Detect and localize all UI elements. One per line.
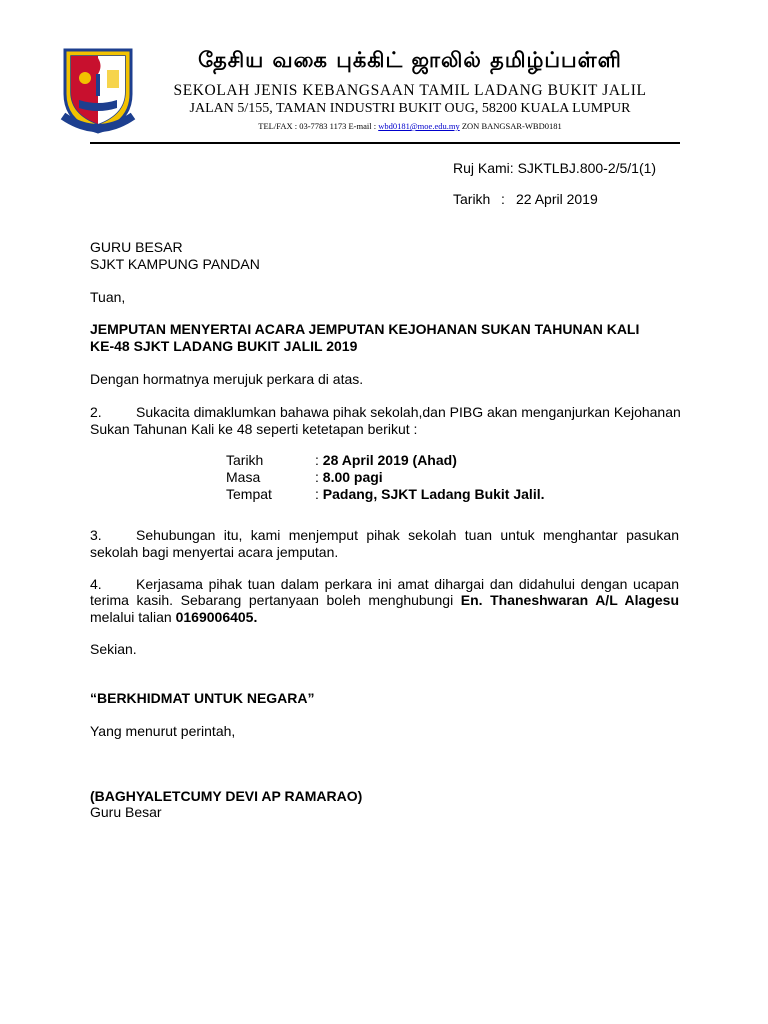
school-logo: [57, 44, 139, 136]
paragraph-3-line-1: Sehubungan itu, kami menjemput pihak sekolah tuan untuk menghantar pasukan: [136, 527, 679, 543]
detail-row-date: [226, 452, 457, 468]
detail-row-venue: [226, 486, 545, 502]
detail-separator: :: [315, 469, 323, 485]
contact-person: En. Thaneshwaran A/L Alagesu: [460, 592, 679, 608]
header-divider: [90, 142, 680, 144]
subject-line-2: KE-48 SJKT LADANG BUKIT JALIL 2019: [90, 338, 358, 354]
paragraph-2-line-1: Sukacita dimaklumkan bahawa pihak sekolah,dan PIBG akan menganjurkan Kejohanan: [136, 404, 681, 420]
date-separator: :: [501, 191, 505, 207]
detail-value: 28 April 2019 (Ahad): [322, 452, 457, 468]
detail-row-time: [226, 469, 383, 485]
paragraph-4-text: melalui talian: [90, 609, 176, 625]
detail-value: 8.00 pagi: [322, 469, 383, 485]
paragraph-4-line-1: Kerjasama pihak tuan dalam perkara ini amat dihargai dan didahului dengan ucapan: [136, 576, 679, 592]
detail-separator: :: [315, 452, 323, 468]
contact-phone: 0169006405.: [175, 609, 258, 625]
signatory-title: Guru Besar: [90, 804, 162, 820]
contact-tel: TEL/FAX : 03-7783 1173 E-mail :: [258, 121, 379, 131]
contact-zone: ZON BANGSAR-WBD0181: [459, 121, 562, 131]
closing: Sekian.: [90, 641, 137, 657]
detail-label: Tempat: [226, 486, 272, 502]
letter-date: [453, 191, 598, 207]
email-link[interactable]: wbd0181@moe.edu.my: [378, 121, 460, 131]
date-label: Tarikh: [453, 191, 491, 207]
paragraph-4-number: 4.: [90, 576, 102, 592]
subject-line-1: JEMPUTAN MENYERTAI ACARA JEMPUTAN KEJOHANAN SUKAN TAHUNAN KALI: [90, 321, 640, 337]
signatory-name: (BAGHYALETCUMY DEVI AP RAMARAO): [90, 788, 363, 804]
paragraph-4-line-2: [90, 592, 679, 608]
reference-number: Ruj Kami: SJKTLBJ.800-2/5/1(1): [453, 160, 657, 176]
recipient-title: GURU BESAR: [90, 239, 183, 255]
paragraph-2-number: 2.: [90, 404, 102, 420]
paragraph-3-line-2: sekolah bagi menyertai acara jemputan.: [90, 544, 339, 560]
school-name: SEKOLAH JENIS KEBANGSAAN TAMIL LADANG BUKIT JALIL: [173, 82, 647, 99]
detail-value: Padang, SJKT Ladang Bukit Jalil.: [322, 486, 545, 502]
salutation: Tuan,: [90, 289, 126, 305]
paragraph-4-line-3: [90, 609, 257, 625]
motto: “BERKHIDMAT UNTUK NEGARA”: [90, 690, 315, 706]
tamil-school-name: தேசிய வகை புக்கிட் ஜாலில் தமிழ்ப்பள்ளி: [198, 48, 622, 72]
yours-faithfully: Yang menurut perintah,: [90, 723, 236, 739]
detail-separator: :: [315, 486, 323, 502]
school-address: JALAN 5/155, TAMAN INDUSTRI BUKIT OUG, 58200 KUALA LUMPUR: [189, 101, 631, 116]
detail-label: Tarikh: [226, 452, 264, 468]
paragraph-2-line-2: Sukan Tahunan Kali ke 48 seperti ketetapan berikut :: [90, 421, 418, 437]
paragraph-4-text: terima kasih. Sebarang pertanyaan boleh menghubungi: [90, 592, 461, 608]
detail-label: Masa: [226, 469, 261, 485]
paragraph-1: Dengan hormatnya merujuk perkara di atas.: [90, 371, 364, 387]
recipient-school: SJKT KAMPUNG PANDAN: [90, 256, 260, 272]
date-value: 22 April 2019: [516, 191, 598, 207]
paragraph-3-number: 3.: [90, 527, 102, 543]
school-contact: [170, 121, 650, 131]
school-crest-icon: [57, 44, 139, 136]
